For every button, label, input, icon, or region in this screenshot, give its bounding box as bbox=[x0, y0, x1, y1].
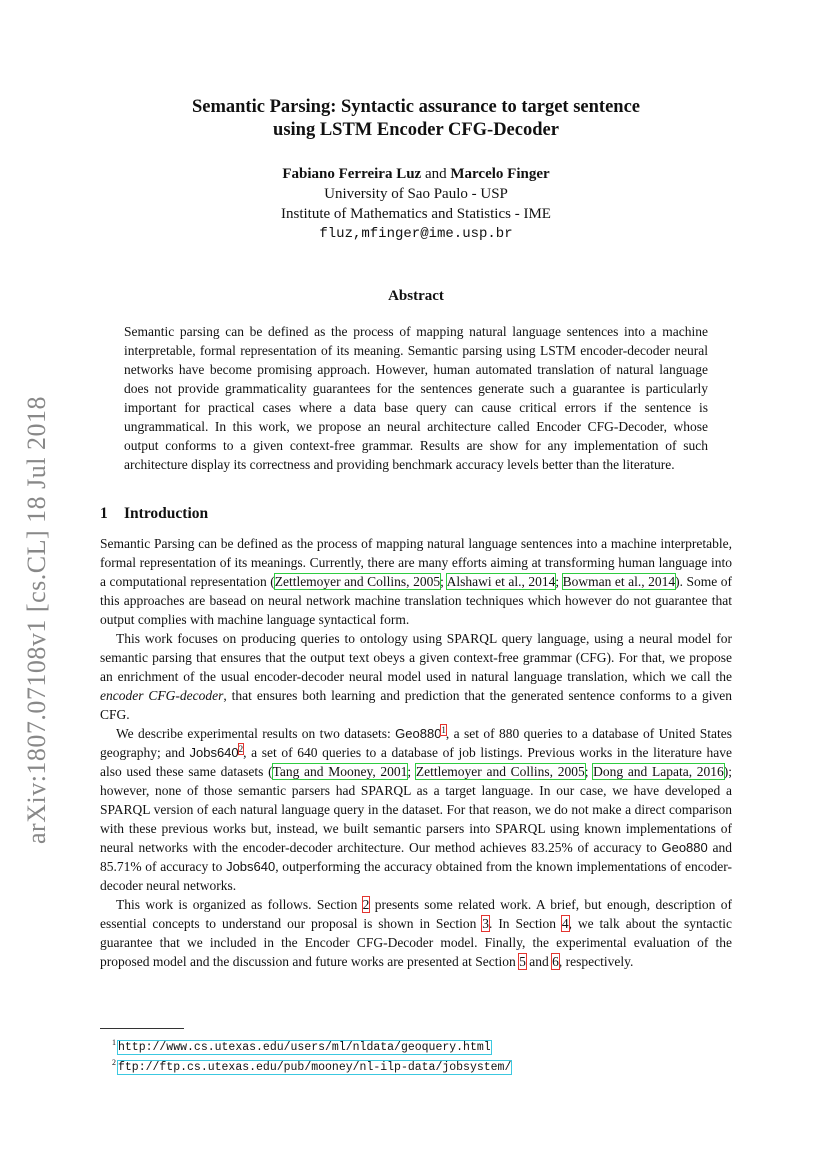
abstract-text: Semantic parsing can be defined as the process of mapping natural language sentences into a machine interpretable, formal representation of its meaning. Semantic parsing using LSTM encoder-decoder neural networks have become promising approach. However, human automated translation of natural language does not provide grammaticality guarantees for the sentences generate such a guarantee is particularly important for practical cases where a data base query can cause critical errors if the sentence is ungrammatical. In this work, we propose an neural architecture called Encoder CFG-Decoder, whose output conforms to a given context-free grammar. Results are show for any implementation of such architecture display its correctness and providing benchmark accuracy levels better than the literature. bbox=[124, 324, 708, 472]
citation-link[interactable]: Zettlemoyer and Collins, 2005 bbox=[274, 574, 441, 589]
title-line-2: using LSTM Encoder CFG-Decoder bbox=[273, 120, 559, 140]
text-run: , respectively. bbox=[558, 954, 634, 969]
abstract-heading: Abstract bbox=[388, 288, 444, 304]
author-names bbox=[100, 164, 732, 184]
title-line-1: Semantic Parsing: Syntactic assurance to target sentence bbox=[191, 97, 641, 117]
text-run: , a set of 880 queries to a database of United States geography; and bbox=[100, 726, 733, 760]
paragraph-2 bbox=[100, 629, 732, 724]
dataset-name: Jobs640 bbox=[189, 745, 239, 760]
section-ref-link[interactable]: 5 bbox=[519, 954, 526, 969]
text-run: ; bbox=[407, 764, 416, 779]
text-run: and bbox=[525, 954, 553, 969]
footnote-1 bbox=[112, 1035, 511, 1055]
text-run: Semantic Parsing can be defined as the process of mapping natural language sentences into a machine interpretable, formal representation of its meanings. Currently, there are many efforts aiming at transforming human language into a computational representation ( bbox=[100, 536, 732, 589]
section-ref-link[interactable]: 6 bbox=[552, 954, 559, 969]
text-run: This work focuses on producing queries to ontology using SPARQL query language, using a neural model for semantic parsing that ensures that the output text obeys a given context-free grammar (CFG). For that, we propose an enrichment of the usual encoder-decoder neural model used in natural language translation, which we call the bbox=[100, 631, 732, 684]
paragraph-3 bbox=[100, 724, 732, 895]
paragraph-4 bbox=[100, 895, 732, 971]
section-ref-link[interactable]: 4 bbox=[561, 916, 569, 931]
citation-link[interactable]: Bowman et al., 2014 bbox=[562, 574, 676, 589]
footnote-mark: 2 bbox=[112, 1057, 116, 1067]
dataset-name: Geo880 bbox=[395, 726, 442, 741]
text-run: and 85.71% of accuracy to bbox=[100, 840, 732, 874]
text-run: presents some related work. A brief, but enough, description of essential concepts to understand our proposal is shown in Section bbox=[100, 897, 732, 931]
affiliation-1: University of Sao Paulo - USP bbox=[324, 186, 508, 202]
footnote-url-link[interactable]: ftp://ftp.cs.utexas.edu/pub/mooney/nl-ilp-data/jobsystem/ bbox=[118, 1060, 512, 1074]
emphasis-term: encoder CFG-decoder bbox=[100, 688, 224, 703]
text-run: ); however, none of those semantic parsers had SPARQL as a target language. In our case, we have developed a SPARQL version of each natural language query in the dataset. For that reason, we do not make a direct comparison with these previous works but, instead, we built semantic parsers into SPARQL using known implementations of neural networks with the encoder-decoder architecture. Our method achieves 83.25% of accuracy to bbox=[100, 764, 732, 855]
text-run: ; bbox=[555, 574, 563, 589]
paragraph-1 bbox=[100, 534, 732, 629]
author-1: Fabiano Ferreira Luz bbox=[282, 166, 422, 182]
citation-link[interactable]: Dong and Lapata, 2016 bbox=[593, 764, 724, 779]
footnote-url-link[interactable]: http://www.cs.utexas.edu/users/ml/nldata/geoquery.html bbox=[118, 1040, 491, 1054]
text-run: , a set of 640 queries to a database of job listings. Previous works in the literature have also used these same datasets ( bbox=[100, 745, 732, 779]
footnote-2 bbox=[112, 1055, 511, 1075]
citation-link[interactable]: Alshawi et al., 2014 bbox=[446, 574, 556, 589]
section-body bbox=[100, 534, 732, 971]
arxiv-id-text: arXiv:1807.07108v1 [cs.CL] 18 Jul 2018 bbox=[22, 396, 51, 844]
section-title: Introduction bbox=[124, 505, 209, 522]
dataset-name: Geo880 bbox=[661, 840, 708, 855]
text-run: , outperforming the accuracy obtained from the known implementations of encoder-decoder neural networks. bbox=[100, 859, 732, 893]
affiliation-2: Institute of Mathematics and Statistics - IME bbox=[281, 206, 551, 222]
citation-link[interactable]: Tang and Mooney, 2001 bbox=[272, 764, 408, 779]
footnote-mark: 1 bbox=[112, 1038, 116, 1047]
footnote-link[interactable]: 2 bbox=[238, 743, 244, 754]
text-run: This work is organized as follows. Section bbox=[116, 897, 363, 912]
author-2: Marcelo Finger bbox=[450, 166, 550, 182]
footnote-link[interactable]: 1 bbox=[441, 724, 446, 735]
footnote-divider bbox=[100, 1028, 184, 1029]
text-run: We describe experimental results on two datasets: bbox=[116, 726, 396, 741]
section-number: 1 bbox=[100, 505, 108, 522]
dataset-name: Jobs640 bbox=[226, 859, 276, 874]
author-and: and bbox=[424, 166, 447, 182]
text-run: , that ensures both learning and prediction that the generated sentence conforms to a given CFG. bbox=[100, 688, 732, 722]
paper-title bbox=[100, 96, 732, 142]
text-run: ; bbox=[584, 764, 594, 779]
citation-link[interactable]: Zettlemoyer and Collins, 2005 bbox=[415, 764, 585, 779]
section-ref-link[interactable]: 3 bbox=[482, 916, 490, 931]
arxiv-side-identifier bbox=[12, 380, 62, 860]
text-run: , we talk about the syntactic guarantee that we included in the Encoder CFG-Decoder model. Finally, the experimental evaluation of the proposed model and the discussion and future works are presented at Section bbox=[100, 916, 732, 969]
text-run: ). Some of this approaches are basead on neural network machine translation techniques which however do not guarantee that output complies with machine language syntactical form. bbox=[100, 574, 732, 627]
footnotes bbox=[112, 1035, 511, 1075]
author-block bbox=[100, 164, 732, 244]
author-email: fluz,mfinger@ime.usp.br bbox=[319, 226, 513, 242]
text-run: . In Section bbox=[489, 916, 562, 931]
section-heading bbox=[100, 505, 208, 523]
section-ref-link[interactable]: 2 bbox=[362, 897, 370, 912]
text-run: ; bbox=[440, 574, 447, 589]
